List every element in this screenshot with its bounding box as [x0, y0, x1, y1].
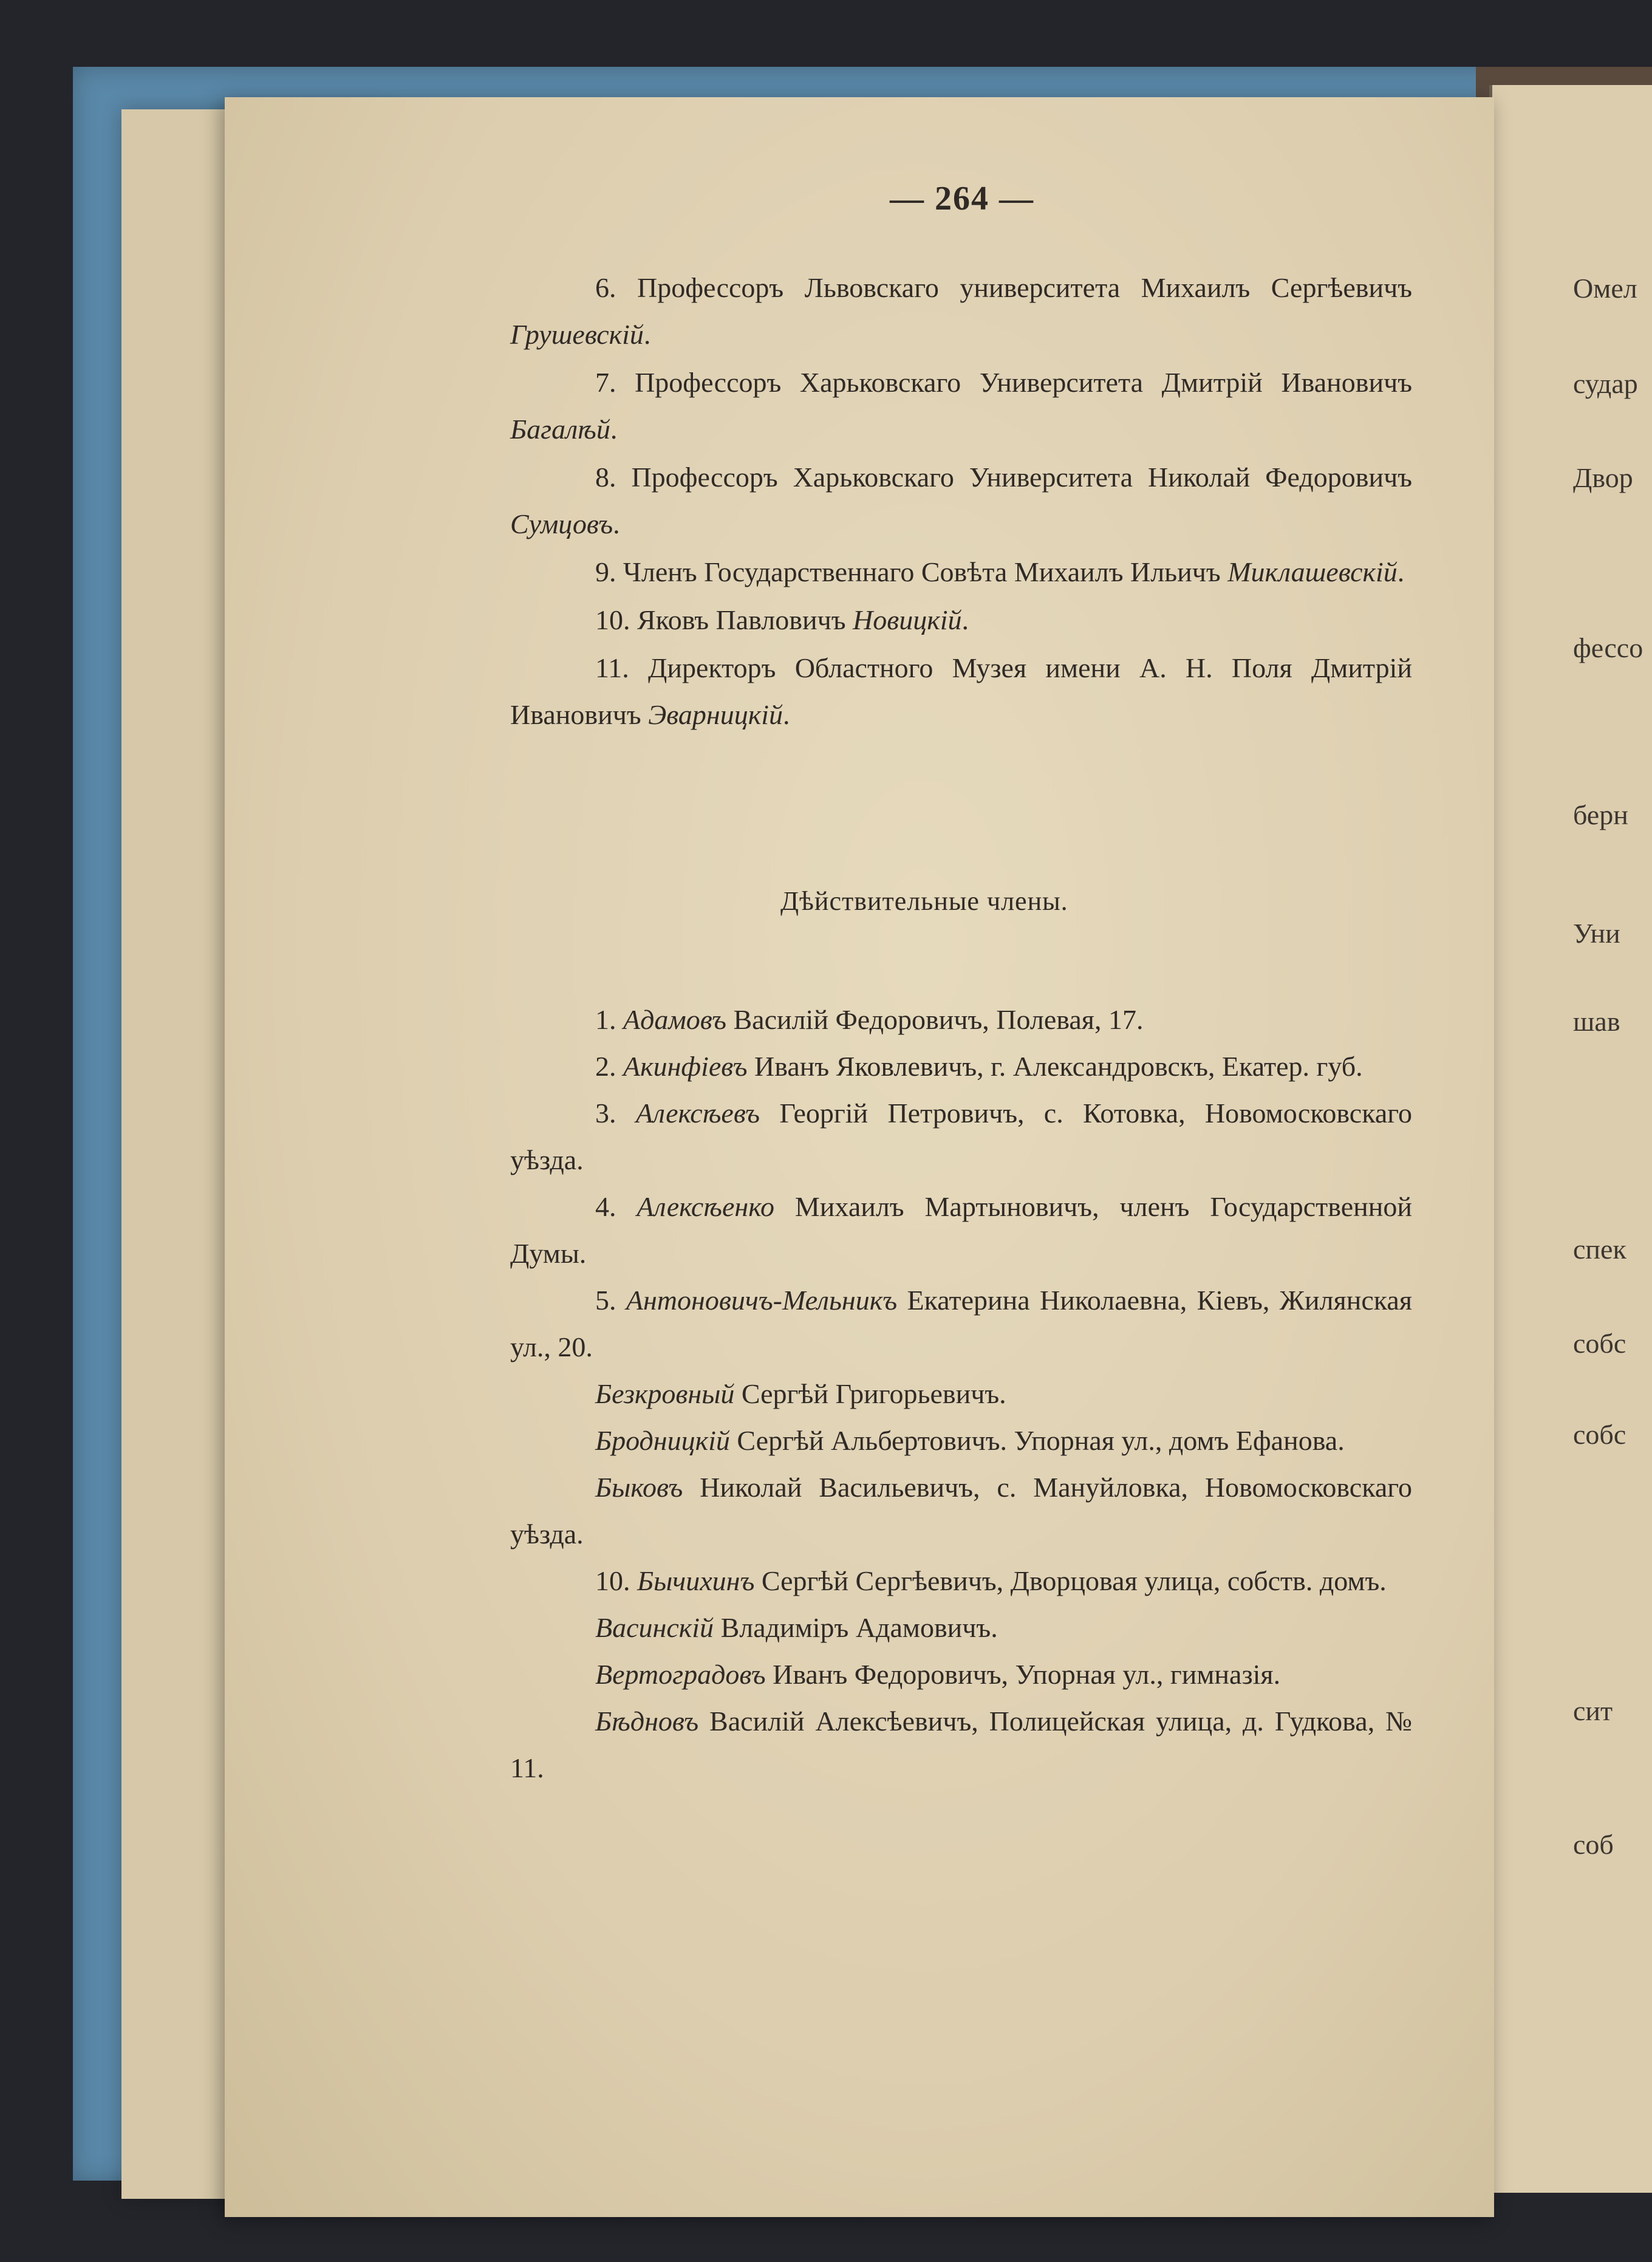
person-name: Грушевскій [510, 319, 644, 350]
right-fragment: Омел [1573, 273, 1637, 304]
right-fragment: Уни [1573, 918, 1620, 949]
member-name: Васинскій [595, 1612, 714, 1643]
person-name: Миклашевскій [1227, 556, 1398, 587]
member-name: Бѣдновъ [595, 1706, 699, 1737]
section-title: Дѣйствительные члены. [780, 886, 1068, 916]
member-entry: 5. Антоновичъ-Мельникъ Екатерина Николаевна, Кіевъ, Жилянская ул., 20. [510, 1285, 1413, 1362]
honorary-entry: 10. Яковъ Павловичъ Новицкій. [595, 604, 969, 635]
member-name: Бычихинъ [637, 1565, 755, 1596]
member-name: Алексѣенко [637, 1191, 774, 1222]
honorary-entry: 7. Профессоръ Харьковскаго Университета Дмитрій Ивановичъ Багалѣй. [510, 367, 1412, 445]
member-entry: 4. Алексѣенко Михаилъ Мартыновичъ, членъ Государственной Думы. [510, 1191, 1412, 1269]
member-name: Бродницкій [595, 1425, 730, 1456]
member-entry: Бродницкій Сергѣй Альбертовичъ. Упорная ул., домъ Ефанова. [595, 1425, 1345, 1456]
right-fragment: судар [1573, 368, 1638, 399]
honorary-entry: 11. Директоръ Областного Музея имени А. Н. Поля Дмитрій Ивановичъ Эварницкій. [510, 652, 1412, 730]
right-fragment: шав [1573, 1006, 1620, 1037]
right-fragment: собс [1573, 1419, 1626, 1450]
member-name: Антоновичъ-Мельникъ [626, 1285, 898, 1316]
member-entry: Васинскій Владиміръ Адамовичъ. [595, 1612, 998, 1643]
person-name: Эварницкій [648, 699, 783, 730]
member-entry: 10. Бычихинъ Сергѣй Сергѣевичъ, Дворцовая улица, собств. домъ. [595, 1565, 1387, 1596]
member-name: Алексѣевъ [635, 1098, 760, 1129]
member-name: Акинфіевъ [623, 1051, 748, 1082]
right-fragment: сит [1573, 1695, 1613, 1726]
member-entry: Вертоградовъ Иванъ Федоровичъ, Упорная ул., гимназія. [595, 1659, 1281, 1690]
member-entry: 2. Акинфіевъ Иванъ Яковлевичъ, г. Александровскъ, Екатер. губ. [595, 1051, 1363, 1082]
honorary-entry: 9. Членъ Государственнаго Совѣта Михаилъ Ильичъ Миклашевскій. [595, 556, 1405, 587]
right-fragment: соб [1573, 1829, 1614, 1860]
honorary-members-list [510, 264, 1412, 738]
facing-page [1489, 85, 1652, 2193]
honorary-entry: 8. Профессоръ Харьковскаго Университета Николай Федоровичъ Сумцовъ. [510, 462, 1412, 539]
member-entry: Безкровный Сергѣй Григорьевичъ. [595, 1378, 1006, 1409]
right-fragment: собс [1573, 1328, 1626, 1359]
member-entry: 3. Алексѣевъ Георгій Петровичъ, с. Котовка, Новомосковскаго уѣзда. [510, 1098, 1412, 1175]
honorary-entry: 6. Профессоръ Львовскаго университета Михаилъ Сергѣевичъ Грушевскій. [510, 272, 1412, 350]
member-name: Вертоградовъ [595, 1659, 766, 1690]
person-name: Сумцовъ [510, 508, 613, 539]
active-members-list [510, 996, 1412, 1791]
person-name: Багалѣй [510, 414, 610, 445]
right-fragment: берн [1573, 799, 1628, 830]
right-fragment: спек [1573, 1234, 1626, 1265]
member-name: Безкровный [595, 1378, 735, 1409]
member-entry: Быковъ Николай Васильевичъ, с. Мануйловка, Новомосковскаго уѣзда. [510, 1472, 1412, 1550]
page-number: — 264 — [890, 180, 1034, 217]
member-name: Быковъ [595, 1472, 683, 1503]
right-fragment: фессо [1573, 632, 1643, 663]
person-name: Новицкій [853, 604, 962, 635]
member-name: Адамовъ [623, 1004, 726, 1035]
right-fragment: Двор [1573, 462, 1633, 493]
member-entry: Бѣдновъ Василій Алексѣевичъ, Полицейская улица, д. Гудкова, № 11. [510, 1706, 1412, 1783]
member-entry: 1. Адамовъ Василій Федоровичъ, Полевая, 17. [595, 1004, 1144, 1035]
